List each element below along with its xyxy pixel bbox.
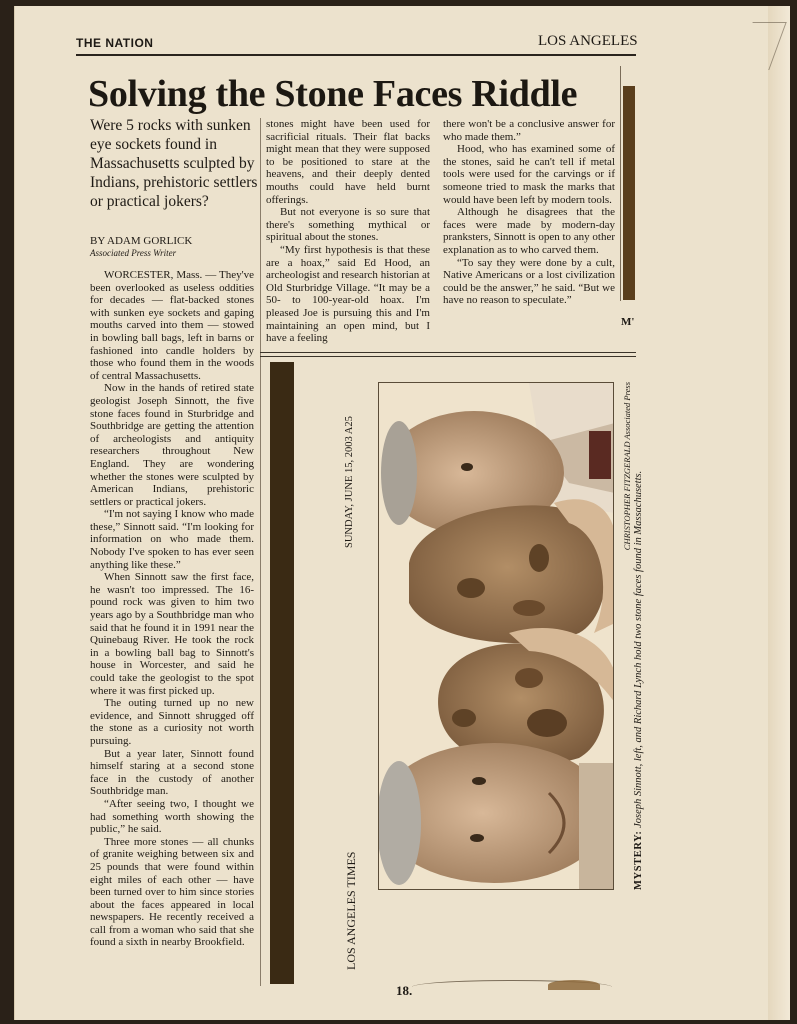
paragraph: The outing turned up no new evidence, and Sinnott shrugged off the stone as a curiosity not worth pursuing. [90, 697, 254, 747]
paragraph: stones might have been used for sacrificial rituals. Their flat backs might mean that they were supposed to be positioned to stare at the heavens, and their deeply dented mouths could have held burnt offerings. [266, 118, 430, 206]
paragraph: When Sinnott saw the first face, he wasn't too impressed. The 16-pound rock was given to him two years ago by a Southbridge man who said that he found it in 1991 near the Quinebaug River. He took the rock in a bowling ball bag to Sinnott's house in Worcester, and said he could take the geologist to the spot where it was first picked up. [90, 571, 254, 697]
photo-credit: CHRISTOPHER FITZGERALD Associated Press [622, 382, 632, 551]
article-column-2 [266, 118, 430, 345]
paragraph: Hood, who has examined some of the stones, said he can't tell if metal tools were used for the carvings or if someone tried to mask the marks that would have been left by modern tools. [443, 143, 615, 206]
tape-stain [548, 980, 600, 990]
caption-text [633, 382, 644, 890]
paper-name [344, 820, 358, 970]
page-margin-bar [270, 362, 294, 984]
paper-name-text: LOS ANGELES TIMES [344, 851, 358, 970]
date-line [344, 388, 358, 548]
news-photo [378, 382, 614, 890]
paragraph: “After seeing two, I thought we had something worth showing the public,” he said. [90, 797, 254, 836]
adjacent-article-strip [620, 66, 636, 301]
paragraph: there won't be a conclusive answer for who made them.” [443, 118, 615, 143]
paragraph: But a year later, Sinnott found himself staring at a second stone face in the custody of another Southbridge man. [90, 747, 254, 798]
page-number: 18. [396, 983, 413, 998]
date-line-text: SUNDAY, JUNE 15, 2003 A25 [344, 416, 355, 548]
photo-divider [260, 356, 636, 357]
paragraph: Now in the hands of retired state geologist Joseph Sinnott, the five stone faces found in Sturbridge and Southbridge are getting the attention of archeologists and antiquity researchers throughout New England. They are wondering whether the stones were sculpted by American Indians, prehistoric settlers or practical jokers. [90, 382, 254, 508]
byline-role: Associated Press Writer [90, 248, 177, 258]
paragraph: WORCESTER, Mass. — They've been overlooked as useless oddities for decades — flat-backed stones with sunken eye sockets and gaping mouths carved into them — stowed in bowling ball bags, left in barns or fashioned into candle holders by those who found them in the woods of central Massachusetts. [90, 269, 254, 382]
paragraph: Three more stones — all chunks of granite weighing between six and 25 pounds that were found within eight miles of each other — have been turned over to him since stories about the faces appeared in local newspapers. He recently received a call from a woman who said that she found a sixth in nearby Brookfield. [90, 835, 254, 949]
paragraph: But not everyone is so sure that there's something mythical or spiritual about the stones. [266, 206, 430, 244]
photo-image [379, 383, 614, 890]
column-divider [260, 118, 261, 986]
header-divider [76, 54, 636, 56]
article-column-3 [443, 118, 615, 307]
paragraph: “My first hypothesis is that these are a hoax,” said Ed Hood, an archeologist and research historian at Old Sturbridge Village. “It may be a 50- to 100-year-old hoax. I'm pleased Joe is pursuing this and I'm maintaining an open mind, but I have a feeling [266, 243, 430, 345]
subheadline: Were 5 rocks with sunken eye sockets found in Massachusetts sculpted by Indians, prehistoric settlers or practical jokers? [90, 117, 258, 210]
paper-edge [768, 6, 790, 1020]
paragraph: Although he disagrees that the faces were made by modern-day pranksters, Sinnott is open to any other explanation as to who carved them. [443, 206, 616, 256]
adjacent-article-fragment: M' [621, 316, 635, 328]
caption-lead: MYSTERY: [633, 830, 644, 890]
photo-divider [260, 352, 636, 353]
necktie [589, 431, 611, 479]
caption-body: Joseph Sinnott, left, and Richard Lynch hold two stone faces found in Massachusetts. [633, 470, 644, 828]
section-label: THE NATION [76, 36, 154, 50]
byline: BY ADAM GORLICK [90, 235, 193, 247]
photo-caption [622, 382, 646, 890]
paragraph: “I'm not saying I know who made these,” Sinnott said. “I'm looking for information on who made them. Nobody I've spoken to has ever seen anything like these.” [90, 508, 254, 571]
paragraph: “To say they were done by a cult, Native Americans or a lost civilization could be the answer,” he said. “But we have no reason to speculate.” [443, 256, 615, 307]
newspaper-city: LOS ANGELES [538, 33, 638, 49]
headline: Solving the Stone Faces Riddle [88, 73, 578, 115]
article-column-1 [90, 269, 254, 949]
